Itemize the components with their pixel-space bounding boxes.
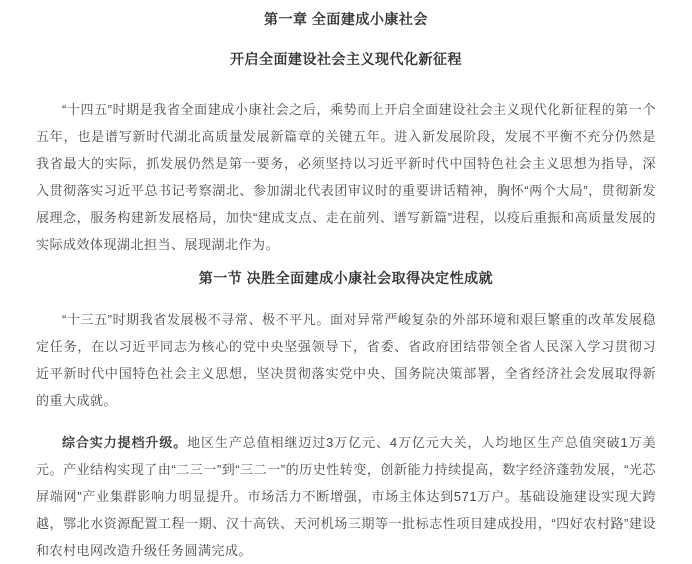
paragraph-section-intro: “十三五”时期我省发展极不寻常、极不平凡。面对异常严峻复杂的外部环境和艰巨繁重的改革发展稳定任务，在以习近平同志为核心的党中央坚强领导下，省委、省政府团结带领全省人民深入学习贯彻习近平新时代中国特色社会主义思想，坚决贯彻落实党中央、国务院决策部署，全省经济社会发展取得新的重大成就。 (36, 312, 656, 408)
paragraph-achievements (36, 429, 656, 564)
paragraph-intro: “十四五”时期是我省全面建成小康社会之后，乘势而上开启全面建设社会主义现代化新征程的第一个五年，也是谱写新时代湖北高质量发展新篇章的关键五年。进入新发展阶段，发展不平衡不充分仍然是我省最大的实际，抓发展仍然是第一要务，必须坚持以习近平新时代中国特色社会主义思想为指导，深入贯彻落实习近平总书记考察湖北、参加湖北代表团审议时的重要讲话精神，胸怀“两个大局”，贯彻新发展理念，服务构建新发展格局，加快“建成支点、走在前列、谱写新篇”进程，以疫后重振和高质量发展的实际成效体现湖北担当、展现湖北作为。 (36, 102, 656, 252)
chapter-title: 第一章 全面建成小康社会 (264, 11, 428, 27)
paragraph-lead-phrase: 综合实力提档升级。 (62, 435, 188, 450)
document-page (36, 0, 656, 564)
paragraph-achievements-text: 地区生产总值相继迈过3万亿元、4万亿元大关，人均地区生产总值突破1万美元。产业结构实现了由“二三一”到“三二一”的历史性转变，创新能力持续提高，数字经济蓬勃发展，“光芯屏端网”产业集群影响力明显提升。市场活力不断增强，市场主体达到571万户。基础设施建设实现大跨越，鄂北水资源配置工程一期、汉十高铁、天河机场三期等一批标志性项目建成投用，“四好农村路”建设和农村电网改造升级任务圆满完成。 (36, 435, 656, 558)
section-title: 第一节 决胜全面建成小康社会取得决定性成就 (198, 270, 494, 286)
chapter-subtitle: 开启全面建设社会主义现代化新征程 (230, 51, 462, 67)
